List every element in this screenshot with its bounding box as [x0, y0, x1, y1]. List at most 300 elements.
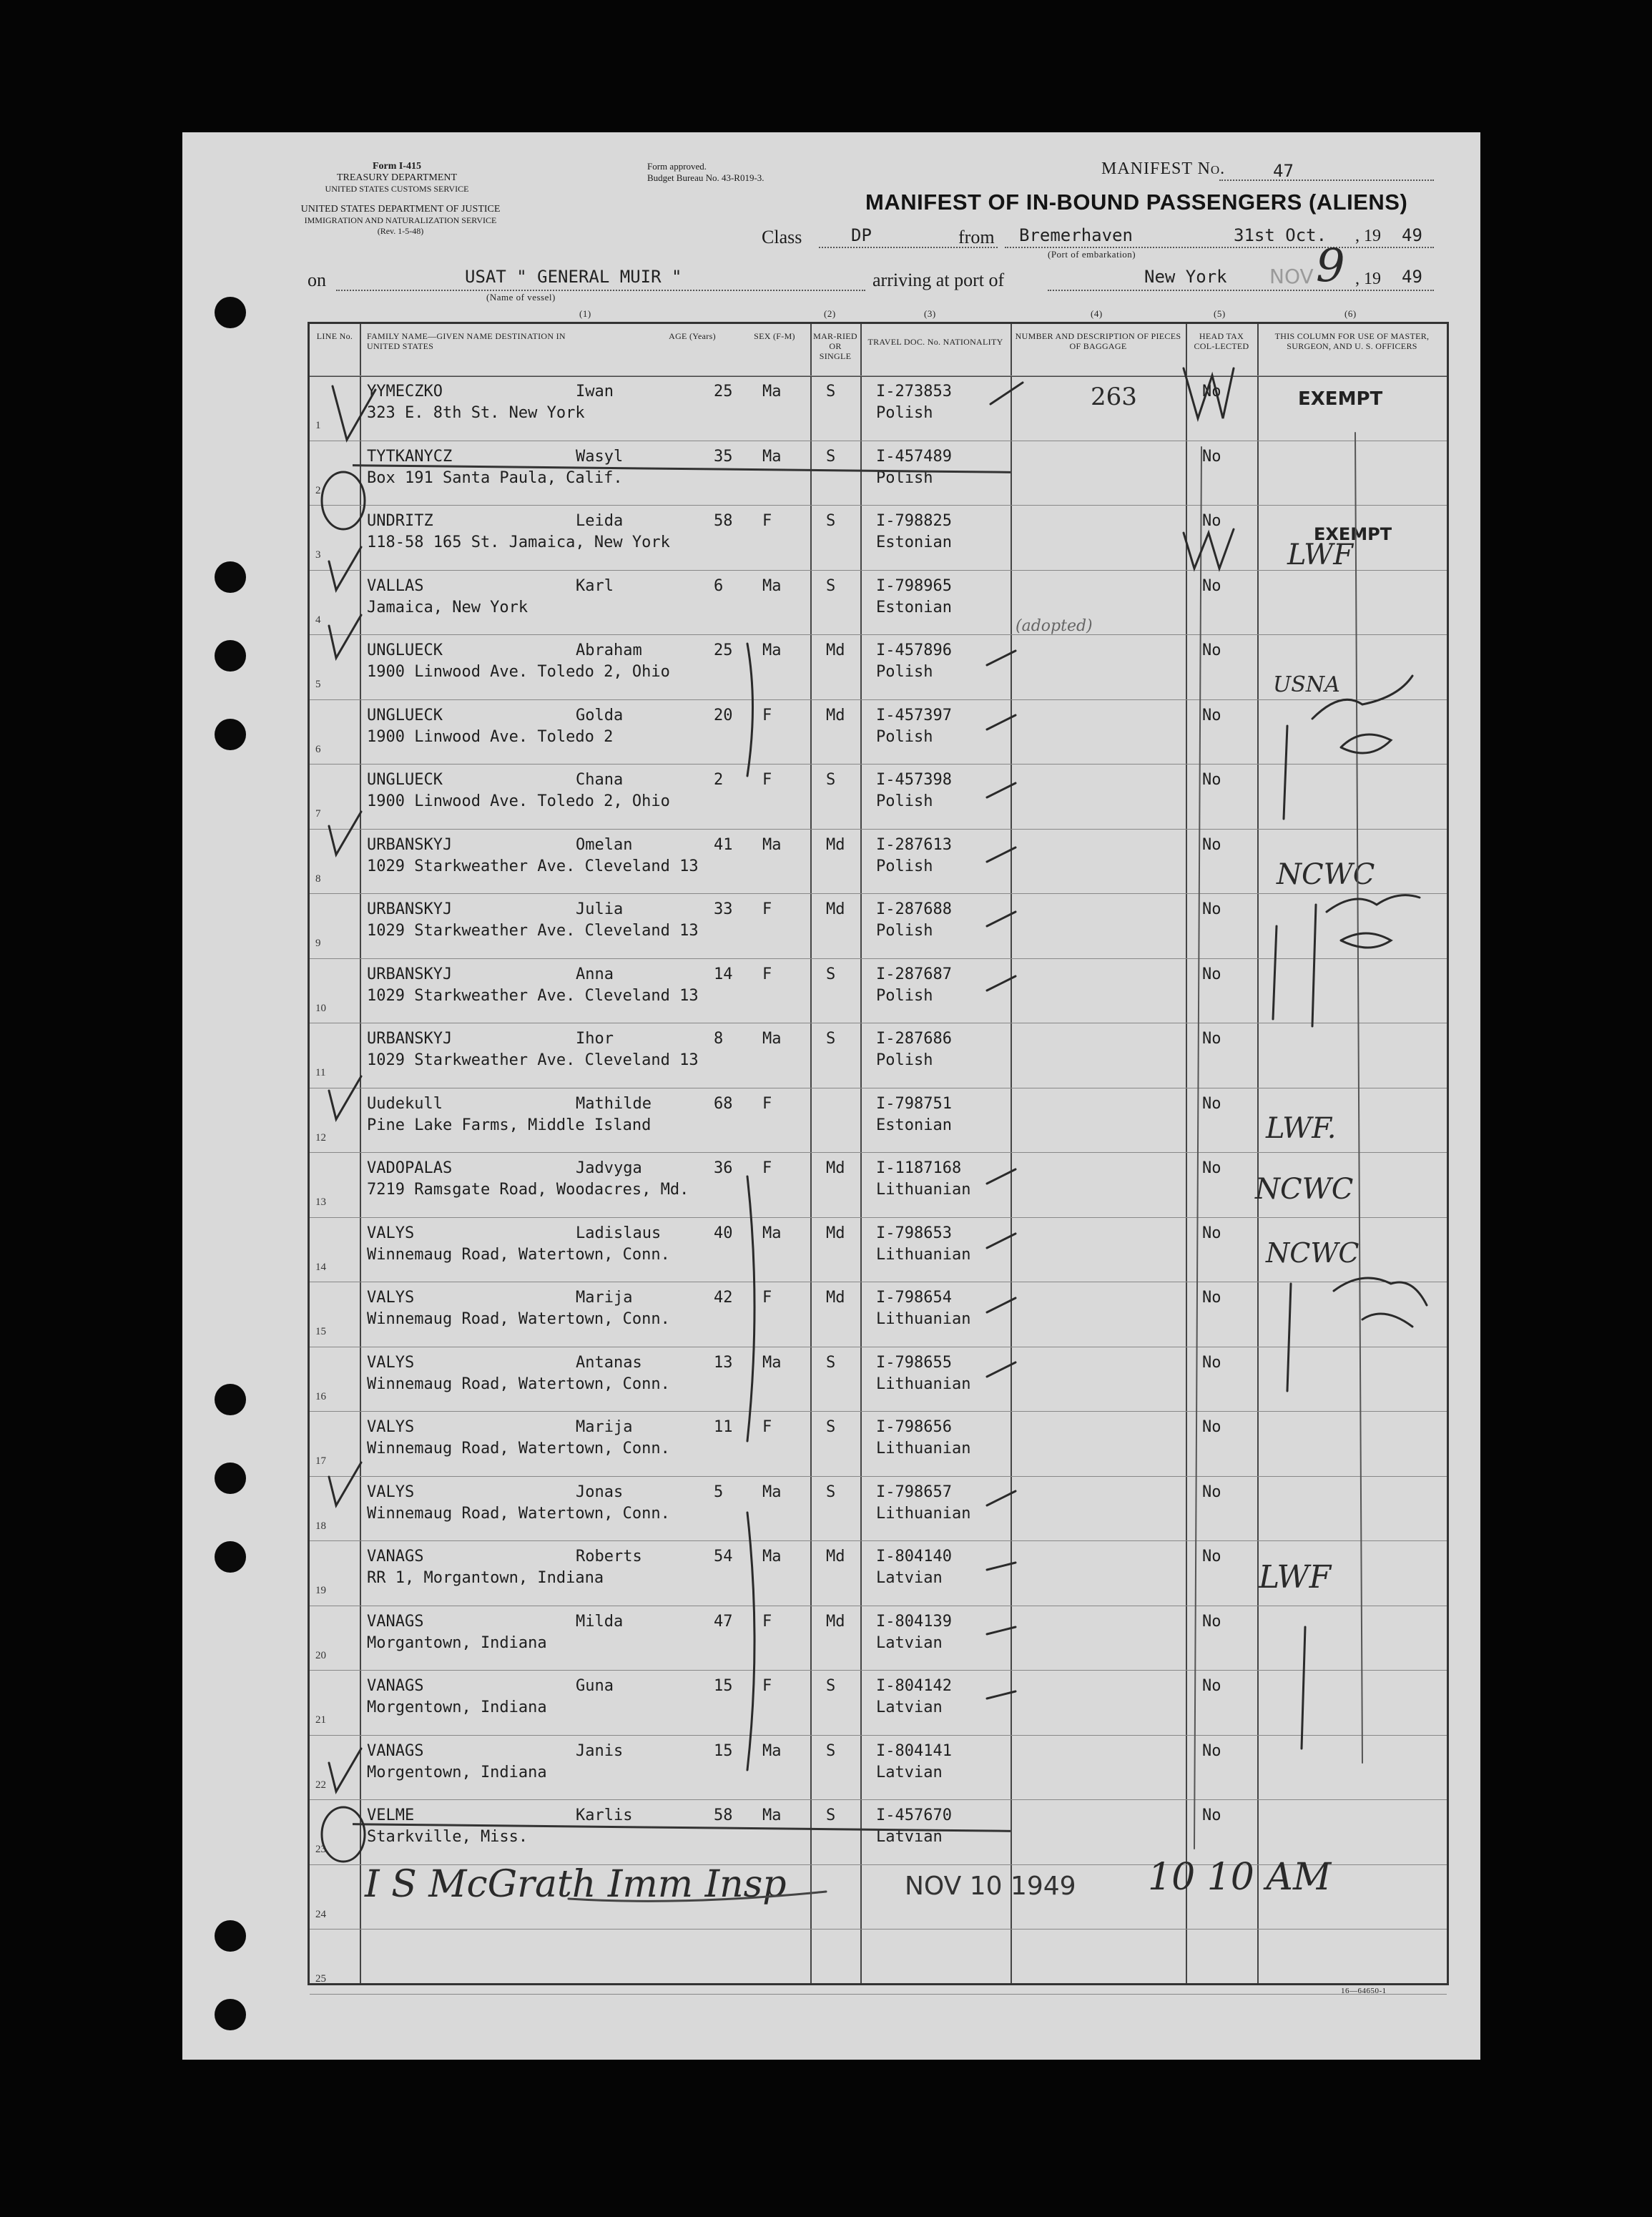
table-row	[310, 570, 1447, 634]
line-number: 19	[315, 1585, 326, 1596]
table-row	[310, 1023, 1447, 1087]
form-number: Form I-415	[372, 161, 422, 172]
passenger-destination: 1900 Linwood Ave. Toledo 2, Ohio	[367, 663, 670, 681]
passenger-family-name: VALLAS	[367, 576, 424, 595]
head-tax-collected: No	[1202, 1159, 1221, 1177]
passenger-sex: Ma	[762, 1030, 782, 1048]
passenger-destination: 1900 Linwood Ave. Toledo 2	[367, 727, 614, 746]
passenger-family-name: YYMECZKO	[367, 383, 443, 400]
table-row	[310, 1670, 1447, 1734]
punch-hole	[215, 719, 246, 750]
passenger-family-name: VADOPALAS	[367, 1159, 453, 1177]
passenger-marital-status: Md	[826, 641, 845, 659]
passenger-destination: Starkville, Miss.	[367, 1828, 528, 1846]
passenger-given-name: Iwan	[576, 383, 614, 400]
line-number: 20	[315, 1649, 326, 1661]
inspector-signature: I S McGrath Imm Insp	[365, 1863, 787, 1906]
row-divider	[310, 829, 1447, 830]
passenger-nationality: Lithuanian	[876, 1310, 971, 1328]
column-number-3: (3)	[924, 308, 936, 319]
row-divider	[310, 1476, 1447, 1477]
passenger-nationality: Polish	[876, 663, 933, 681]
passenger-marital-status: S	[826, 1677, 836, 1695]
travel-doc-number: I-457397	[876, 706, 952, 724]
passenger-family-name: UNGLUECK	[367, 706, 443, 724]
passenger-family-name: VANAGS	[367, 1741, 424, 1760]
passenger-sex: F	[762, 771, 772, 789]
passenger-sex: Ma	[762, 576, 782, 595]
passenger-sex: F	[762, 965, 772, 983]
passenger-marital-status: S	[826, 771, 836, 789]
line-number: 12	[315, 1131, 326, 1144]
passenger-family-name: URBANSKYJ	[367, 1030, 453, 1048]
table-row	[310, 1929, 1447, 1993]
passenger-given-name: Mathilde	[576, 1094, 652, 1113]
table-row	[310, 505, 1447, 569]
passenger-family-name: VANAGS	[367, 1677, 424, 1695]
passenger-given-name: Antanas	[576, 1353, 642, 1372]
passenger-sex: F	[762, 1677, 772, 1695]
line-number: 24	[315, 1908, 326, 1920]
inspection-time-note: 10 10 AM	[1148, 1856, 1332, 1899]
travel-doc-number: I-798655	[876, 1353, 952, 1372]
line-number: 23	[315, 1844, 326, 1855]
line-number: 13	[315, 1196, 326, 1208]
agency-note-usna: USNA	[1273, 672, 1340, 697]
line-number: 5	[315, 679, 321, 690]
manifest-number-label: MANIFEST No.	[1101, 159, 1226, 178]
passenger-sex: F	[762, 1094, 772, 1113]
row-divider	[310, 764, 1447, 765]
passenger-age: 15	[714, 1677, 733, 1695]
head-tax-collected: No	[1202, 447, 1221, 466]
passenger-sex: F	[762, 1612, 772, 1631]
passenger-destination: 1900 Linwood Ave. Toledo 2, Ohio	[367, 792, 670, 810]
passenger-destination: RR 1, Morgantown, Indiana	[367, 1569, 604, 1587]
passenger-given-name: Milda	[576, 1612, 624, 1631]
passenger-marital-status: Md	[826, 1612, 845, 1631]
passenger-destination: Jamaica, New York	[367, 598, 528, 616]
agency-note-ncwc-2: NCWC	[1255, 1173, 1354, 1206]
passenger-age: 25	[714, 383, 733, 400]
row-divider	[310, 570, 1447, 571]
head-tax-collected: No	[1202, 1806, 1221, 1824]
passenger-marital-status: S	[826, 1030, 836, 1048]
table-row	[310, 375, 1447, 440]
head-tax-collected: No	[1202, 1677, 1221, 1695]
travel-doc-number: I-273853	[876, 383, 952, 400]
passenger-destination: Winnemaug Road, Watertown, Conn.	[367, 1440, 670, 1457]
travel-doc-number: I-804141	[876, 1741, 952, 1760]
baggage-count-handwritten: 263	[1091, 383, 1137, 411]
col-header-line: LINE No.	[316, 331, 353, 341]
passenger-destination: 1029 Starkweather Ave. Cleveland 13	[367, 1051, 699, 1069]
arrival-day-handwritten: 9	[1316, 240, 1345, 293]
passenger-given-name: Ladislaus	[576, 1224, 662, 1242]
head-tax-collected: No	[1202, 1612, 1221, 1631]
passenger-marital-status: S	[826, 447, 836, 466]
passenger-sex: F	[762, 1289, 772, 1307]
passenger-marital-status: S	[826, 1483, 836, 1501]
line-number: 2	[315, 484, 321, 496]
inspection-date-stamp: NOV 10 1949	[905, 1872, 1076, 1901]
passenger-nationality: Polish	[876, 857, 933, 875]
passenger-sex: Ma	[762, 1741, 782, 1760]
passenger-nationality: Polish	[876, 727, 933, 746]
passenger-age: 47	[714, 1612, 733, 1631]
travel-doc-number: I-798656	[876, 1418, 952, 1436]
passenger-age: 54	[714, 1548, 733, 1565]
passenger-nationality: Polish	[876, 986, 933, 1005]
passenger-nationality: Estonian	[876, 534, 952, 551]
passenger-family-name: VALYS	[367, 1224, 415, 1242]
form-footer-code: 16—64650-1	[1341, 1987, 1387, 1995]
row-divider	[310, 893, 1447, 894]
column-number-1: (1)	[579, 308, 591, 319]
travel-doc-number: I-798825	[876, 512, 952, 530]
passenger-destination: 1029 Starkweather Ave. Cleveland 13	[367, 922, 699, 940]
passenger-nationality: Lithuanian	[876, 1440, 971, 1457]
row-divider	[310, 1929, 1447, 1930]
passenger-marital-status: S	[826, 1806, 836, 1824]
manifest-number-line	[1219, 180, 1434, 181]
travel-doc-number: I-287613	[876, 835, 952, 854]
passenger-sex: Ma	[762, 1806, 782, 1824]
agency-note-ncwc-1: NCWC	[1277, 858, 1375, 891]
row-divider	[310, 375, 1447, 376]
passenger-nationality: Latvian	[876, 1699, 943, 1716]
passenger-nationality: Lithuanian	[876, 1245, 971, 1264]
travel-doc-number: I-804139	[876, 1612, 952, 1631]
row-divider	[310, 1994, 1447, 1995]
arrival-year: 49	[1402, 267, 1422, 287]
col-header-name: FAMILY NAME—GIVEN NAME DESTINATION IN UNITED STATES	[367, 331, 566, 351]
travel-doc-number: I-287688	[876, 900, 952, 918]
line-number: 6	[315, 743, 321, 755]
passenger-nationality: Polish	[876, 792, 933, 810]
passenger-destination: Morgantown, Indiana	[367, 1633, 547, 1652]
head-tax-collected: No	[1202, 1483, 1221, 1501]
passenger-age: 8	[714, 1030, 724, 1048]
from-label: from	[958, 227, 995, 247]
passenger-nationality: Polish	[876, 468, 933, 487]
exempt-stamp-2: EXEMPT	[1314, 524, 1392, 544]
passenger-given-name: Janis	[576, 1741, 624, 1760]
passenger-sex: Ma	[762, 447, 782, 466]
passenger-sex: Ma	[762, 641, 782, 659]
head-tax-collected: No	[1202, 1548, 1221, 1565]
travel-doc-number: I-798965	[876, 576, 952, 595]
departure-year: 49	[1402, 225, 1422, 245]
passenger-sex: F	[762, 706, 772, 724]
passenger-given-name: Julia	[576, 900, 624, 918]
table-row	[310, 764, 1447, 828]
col-header-sex: SEX (F-M)	[754, 331, 795, 341]
passenger-family-name: URBANSKYJ	[367, 900, 453, 918]
column-number-5: (5)	[1214, 308, 1226, 319]
passenger-nationality: Polish	[876, 922, 933, 940]
head-tax-collected: No	[1202, 576, 1221, 595]
passenger-nationality: Estonian	[876, 1116, 952, 1134]
arrival-line	[1048, 290, 1434, 291]
head-tax-collected: No	[1202, 1353, 1221, 1372]
passenger-family-name: UNDRITZ	[367, 512, 433, 530]
manifest-number: 47	[1273, 161, 1294, 181]
punch-hole	[215, 561, 246, 593]
passenger-destination: Pine Lake Farms, Middle Island	[367, 1116, 652, 1134]
agency-ins: IMMIGRATION AND NATURALIZATION SERVICE	[304, 215, 497, 225]
passenger-age: 58	[714, 1806, 733, 1824]
passenger-destination: 1029 Starkweather Ave. Cleveland 13	[367, 857, 699, 875]
passenger-given-name: Karl	[576, 576, 614, 595]
passenger-sex: F	[762, 512, 772, 530]
travel-doc-number: I-287687	[876, 965, 952, 983]
passenger-given-name: Guna	[576, 1677, 614, 1695]
passenger-destination: Winnemaug Road, Watertown, Conn.	[367, 1245, 670, 1264]
passenger-sex: F	[762, 1159, 772, 1177]
passenger-family-name: UNGLUECK	[367, 641, 443, 659]
passenger-given-name: Chana	[576, 771, 624, 789]
passenger-given-name: Jonas	[576, 1483, 624, 1501]
passenger-family-name: VALYS	[367, 1483, 415, 1501]
passenger-destination: 1029 Starkweather Ave. Cleveland 13	[367, 986, 699, 1005]
head-tax-collected: No	[1202, 706, 1221, 724]
passenger-sex: Ma	[762, 1483, 782, 1501]
passenger-given-name: Golda	[576, 706, 624, 724]
from-line	[1005, 247, 1434, 248]
col-header-age: AGE (Years)	[669, 331, 716, 341]
passenger-marital-status: S	[826, 576, 836, 595]
passenger-destination: 118-58 165 St. Jamaica, New York	[367, 534, 670, 551]
line-number: 3	[315, 549, 321, 561]
punch-hole	[215, 1999, 246, 2030]
head-tax-collected: No	[1202, 965, 1221, 983]
passenger-age: 68	[714, 1094, 733, 1113]
head-tax-collected: No	[1202, 383, 1221, 400]
travel-doc-number: I-804140	[876, 1548, 952, 1565]
passenger-marital-status: Md	[826, 1159, 845, 1177]
agency-customs: UNITED STATES CUSTOMS SERVICE	[325, 184, 469, 194]
passenger-nationality: Estonian	[876, 598, 952, 616]
passenger-family-name: VALYS	[367, 1289, 415, 1307]
passenger-given-name: Omelan	[576, 835, 633, 854]
passenger-marital-status: Md	[826, 706, 845, 724]
travel-doc-number: I-287686	[876, 1030, 952, 1048]
passenger-given-name: Marija	[576, 1418, 633, 1436]
approval-line-2: Budget Bureau No. 43-R019-3.	[647, 172, 764, 183]
head-tax-collected: No	[1202, 1094, 1221, 1113]
form-justice-block	[293, 204, 508, 237]
passenger-age: 35	[714, 447, 733, 466]
manifest-sheet	[182, 132, 1480, 2060]
adopted-note: (adopted)	[1016, 617, 1093, 635]
passenger-given-name: Leida	[576, 512, 624, 530]
table-row	[310, 893, 1447, 958]
passenger-destination: 7219 Ramsgate Road, Woodacres, Md.	[367, 1181, 689, 1199]
budget-approval	[647, 161, 764, 184]
passenger-nationality: Polish	[876, 404, 933, 422]
passenger-age: 15	[714, 1741, 733, 1760]
col-header-baggage: NUMBER AND DESCRIPTION OF PIECES OF BAGGAGE	[1015, 331, 1181, 351]
travel-doc-number: I-804142	[876, 1677, 952, 1695]
passenger-marital-status: Md	[826, 1289, 845, 1307]
passenger-age: 6	[714, 576, 724, 595]
passenger-age: 11	[714, 1418, 733, 1436]
table-row	[310, 1476, 1447, 1540]
vessel-caption: (Name of vessel)	[486, 292, 556, 303]
passenger-given-name: Jadvyga	[576, 1159, 642, 1177]
line-number: 15	[315, 1326, 326, 1337]
table-row	[310, 441, 1447, 505]
agency-note-ncwc-3: NCWC	[1266, 1237, 1360, 1269]
passenger-sex: Ma	[762, 1224, 782, 1242]
passenger-given-name: Marija	[576, 1289, 633, 1307]
travel-doc-number: I-798653	[876, 1224, 952, 1242]
class-label: Class	[762, 227, 802, 247]
passenger-family-name: VANAGS	[367, 1548, 424, 1565]
head-tax-collected: No	[1202, 1030, 1221, 1048]
col-header-headtax: HEAD TAX COL-LECTED	[1194, 331, 1249, 351]
head-tax-collected: No	[1202, 1224, 1221, 1242]
passenger-family-name: VALYS	[367, 1418, 415, 1436]
exempt-stamp-1: EXEMPT	[1298, 388, 1383, 410]
punch-hole	[215, 1463, 246, 1494]
line-number: 22	[315, 1779, 326, 1791]
year-prefix-2: , 19	[1355, 270, 1381, 288]
row-divider	[310, 1217, 1447, 1218]
embarkation-port: Bremerhaven	[1019, 225, 1133, 245]
passenger-age: 5	[714, 1483, 724, 1501]
line-number: 21	[315, 1714, 326, 1726]
line-number: 9	[315, 938, 321, 949]
vessel-name: USAT " GENERAL MUIR "	[465, 267, 682, 287]
port-embarkation-caption: (Port of embarkation)	[1048, 249, 1136, 260]
passenger-sex: Ma	[762, 1353, 782, 1372]
passenger-sex: Ma	[762, 383, 782, 400]
passenger-family-name: TYTKANYCZ	[367, 447, 453, 466]
head-tax-collected: No	[1202, 512, 1221, 530]
line-number: 14	[315, 1261, 326, 1273]
agency-justice: UNITED STATES DEPARTMENT OF JUSTICE	[300, 204, 501, 215]
row-divider	[310, 958, 1447, 959]
passenger-age: 58	[714, 512, 733, 530]
head-tax-collected: No	[1202, 1418, 1221, 1436]
head-tax-collected: No	[1202, 900, 1221, 918]
passenger-destination: Winnemaug Road, Watertown, Conn.	[367, 1375, 670, 1393]
travel-doc-number: I-457489	[876, 447, 952, 466]
arrival-port: New York	[1144, 267, 1227, 287]
row-divider	[310, 505, 1447, 506]
passenger-family-name: UNGLUECK	[367, 771, 443, 789]
table-row	[310, 1347, 1447, 1411]
passenger-age: 41	[714, 835, 733, 854]
passenger-age: 33	[714, 900, 733, 918]
passenger-marital-status: S	[826, 1741, 836, 1760]
passenger-destination: Morgentown, Indiana	[367, 1699, 547, 1716]
on-label: on	[308, 270, 326, 290]
passenger-given-name: Ihor	[576, 1030, 614, 1048]
passenger-marital-status: S	[826, 1353, 836, 1372]
passenger-marital-status: Md	[826, 1548, 845, 1565]
passenger-family-name: VALYS	[367, 1353, 415, 1372]
line-number: 7	[315, 808, 321, 820]
table-row	[310, 958, 1447, 1023]
passenger-nationality: Latvian	[876, 1633, 943, 1652]
passenger-destination: Morgentown, Indiana	[367, 1763, 547, 1781]
passenger-given-name: Karlis	[576, 1806, 633, 1824]
row-divider	[310, 1411, 1447, 1412]
table-row	[310, 1411, 1447, 1475]
passenger-nationality: Lithuanian	[876, 1375, 971, 1393]
approval-line-1: Form approved.	[647, 161, 707, 172]
passenger-marital-status: S	[826, 965, 836, 983]
year-prefix-1: , 19	[1355, 227, 1381, 245]
passenger-sex: F	[762, 1418, 772, 1436]
line-number: 18	[315, 1520, 326, 1532]
col-header-travel-doc: TRAVEL DOC. No. NATIONALITY	[867, 337, 1003, 347]
line-number: 17	[315, 1455, 326, 1467]
passenger-sex: F	[762, 900, 772, 918]
punch-hole	[215, 640, 246, 672]
head-tax-collected: No	[1202, 641, 1221, 659]
agency-treasury: TREASURY DEPARTMENT	[336, 172, 458, 183]
line-number: 1	[315, 420, 321, 431]
vessel-line	[336, 290, 865, 291]
passenger-given-name: Anna	[576, 965, 614, 983]
passenger-nationality: Lithuanian	[876, 1181, 971, 1199]
passenger-marital-status: S	[826, 383, 836, 400]
passenger-table	[308, 322, 1449, 1985]
line-number: 16	[315, 1390, 326, 1402]
head-tax-collected: No	[1202, 1289, 1221, 1307]
travel-doc-number: I-798654	[876, 1289, 952, 1307]
punch-hole	[215, 297, 246, 328]
punch-hole	[215, 1384, 246, 1415]
passenger-age: 2	[714, 771, 724, 789]
row-divider	[310, 699, 1447, 700]
row-divider	[310, 1152, 1447, 1153]
row-divider	[310, 1540, 1447, 1541]
passenger-marital-status: Md	[826, 835, 845, 854]
arrival-stamp-month: NOV	[1269, 265, 1314, 288]
passenger-age: 36	[714, 1159, 733, 1177]
travel-doc-number: I-798751	[876, 1094, 952, 1113]
passenger-destination: Box 191 Santa Paula, Calif.	[367, 468, 623, 487]
passenger-family-name: Uudekull	[367, 1094, 443, 1113]
travel-doc-number: I-457670	[876, 1806, 952, 1824]
passenger-age: 40	[714, 1224, 733, 1242]
head-tax-collected: No	[1202, 835, 1221, 854]
passenger-given-name: Roberts	[576, 1548, 642, 1565]
row-divider	[310, 634, 1447, 635]
passenger-age: 13	[714, 1353, 733, 1372]
passenger-given-name: Wasyl	[576, 447, 624, 466]
col-header-married: MAR-RIED OR SINGLE	[813, 331, 857, 361]
passenger-family-name: URBANSKYJ	[367, 965, 453, 983]
arriving-label: arriving at port of	[872, 270, 1005, 290]
row-divider	[310, 1670, 1447, 1671]
passenger-marital-status: S	[826, 1418, 836, 1436]
line-number: 25	[315, 1973, 326, 1985]
departure-date: 31st Oct.	[1234, 225, 1327, 245]
line-number: 11	[315, 1067, 326, 1078]
travel-doc-number: I-798657	[876, 1483, 952, 1501]
punch-hole	[215, 1541, 246, 1573]
passenger-nationality: Latvian	[876, 1569, 943, 1587]
agency-note-lwf-2: LWF.	[1266, 1112, 1337, 1145]
passenger-age: 14	[714, 965, 733, 983]
passenger-family-name: VANAGS	[367, 1612, 424, 1631]
